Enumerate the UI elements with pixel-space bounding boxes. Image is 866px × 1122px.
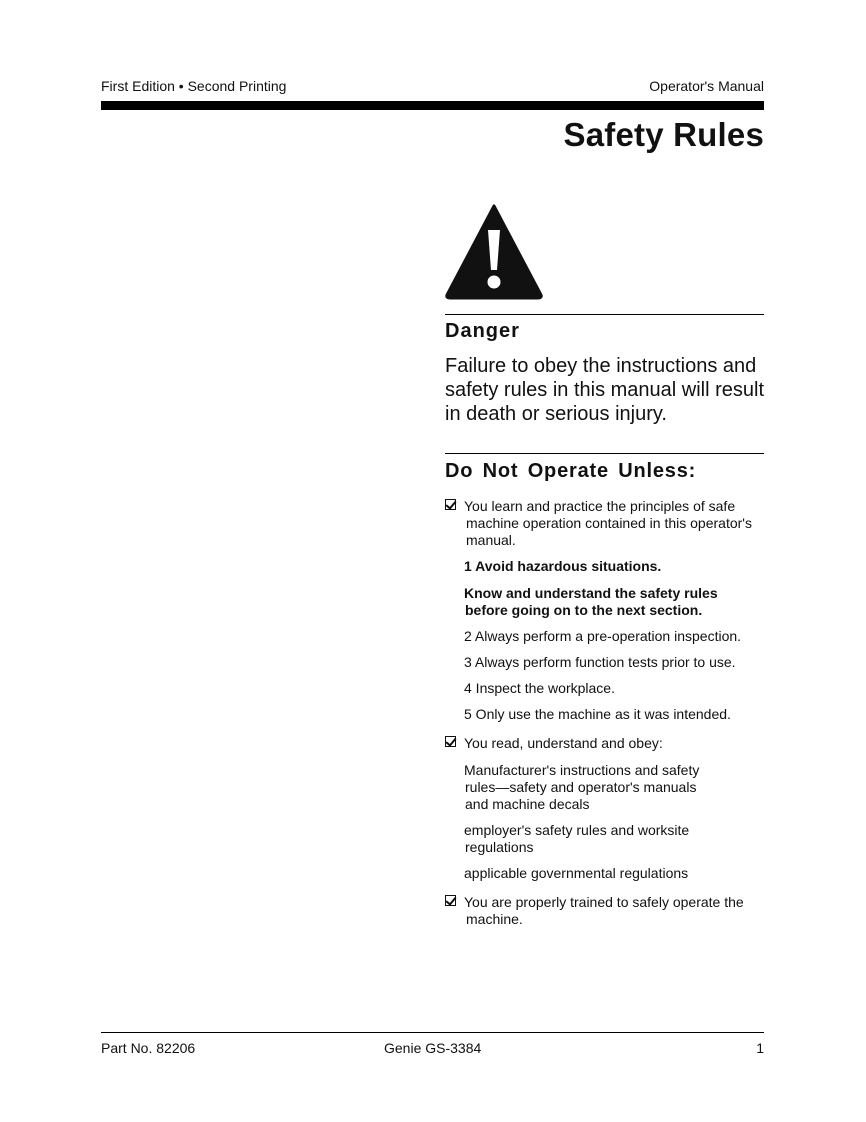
danger-rule bbox=[445, 314, 764, 315]
checklist-text: manual. bbox=[466, 532, 516, 548]
step-1-note bbox=[464, 585, 764, 619]
step-5: 5 Only use the machine as it was intended. bbox=[464, 706, 731, 722]
checklist-text: You learn and practice the principles of safe bbox=[464, 498, 736, 514]
warning-triangle-icon bbox=[444, 202, 544, 300]
checklist-text: You are properly trained to safely operate the bbox=[464, 894, 744, 910]
step-1: 1 Avoid hazardous situations. bbox=[464, 558, 662, 574]
obey-line: and machine decals bbox=[465, 796, 590, 812]
danger-heading: Danger bbox=[445, 320, 520, 342]
obey-line: employer's safety rules and worksite bbox=[464, 822, 690, 838]
step-1-note-line: before going on to the next section. bbox=[465, 602, 703, 618]
footer-model: Genie GS-3384 bbox=[384, 1040, 482, 1056]
footer-rule bbox=[101, 1032, 764, 1033]
obey-line: regulations bbox=[465, 839, 534, 855]
do-not-operate-rule bbox=[445, 453, 764, 454]
step-2: 2 Always perform a pre-operation inspection. bbox=[464, 628, 742, 644]
page-title: Safety Rules bbox=[563, 116, 764, 153]
do-not-operate-heading: Do Not Operate Unless: bbox=[445, 460, 697, 482]
checked-box-icon bbox=[445, 499, 456, 510]
checklist-text: machine operation contained in this operator's bbox=[466, 515, 752, 531]
checklist-item-learn bbox=[445, 498, 763, 549]
checklist-item-trained bbox=[445, 894, 763, 928]
obey-item-governmental: applicable governmental regulations bbox=[464, 865, 689, 881]
obey-line: rules—safety and operator's manuals bbox=[465, 779, 697, 795]
checklist-text: machine. bbox=[466, 911, 523, 927]
step-3: 3 Always perform function tests prior to use. bbox=[464, 654, 736, 670]
step-4: 4 Inspect the workplace. bbox=[464, 680, 615, 696]
obey-line: Manufacturer's instructions and safety bbox=[464, 762, 700, 778]
danger-text: Failure to obey the instructions and safety rules in this manual will result in death or serious injury. bbox=[445, 355, 765, 425]
header-manual-type: Operator's Manual bbox=[649, 78, 764, 94]
checklist-item-read bbox=[445, 735, 763, 752]
header-rule bbox=[101, 101, 764, 110]
checklist-text: You read, understand and obey: bbox=[464, 735, 663, 751]
footer-part-number: Part No. 82206 bbox=[101, 1040, 196, 1056]
obey-item-employer bbox=[464, 822, 764, 856]
obey-item-manufacturer bbox=[464, 762, 764, 813]
checked-box-icon bbox=[445, 736, 456, 747]
header-edition: First Edition • Second Printing bbox=[101, 78, 287, 94]
checked-box-icon bbox=[445, 895, 456, 906]
footer-page-number: 1 bbox=[756, 1040, 764, 1056]
step-1-note-line: Know and understand the safety rules bbox=[464, 585, 718, 601]
